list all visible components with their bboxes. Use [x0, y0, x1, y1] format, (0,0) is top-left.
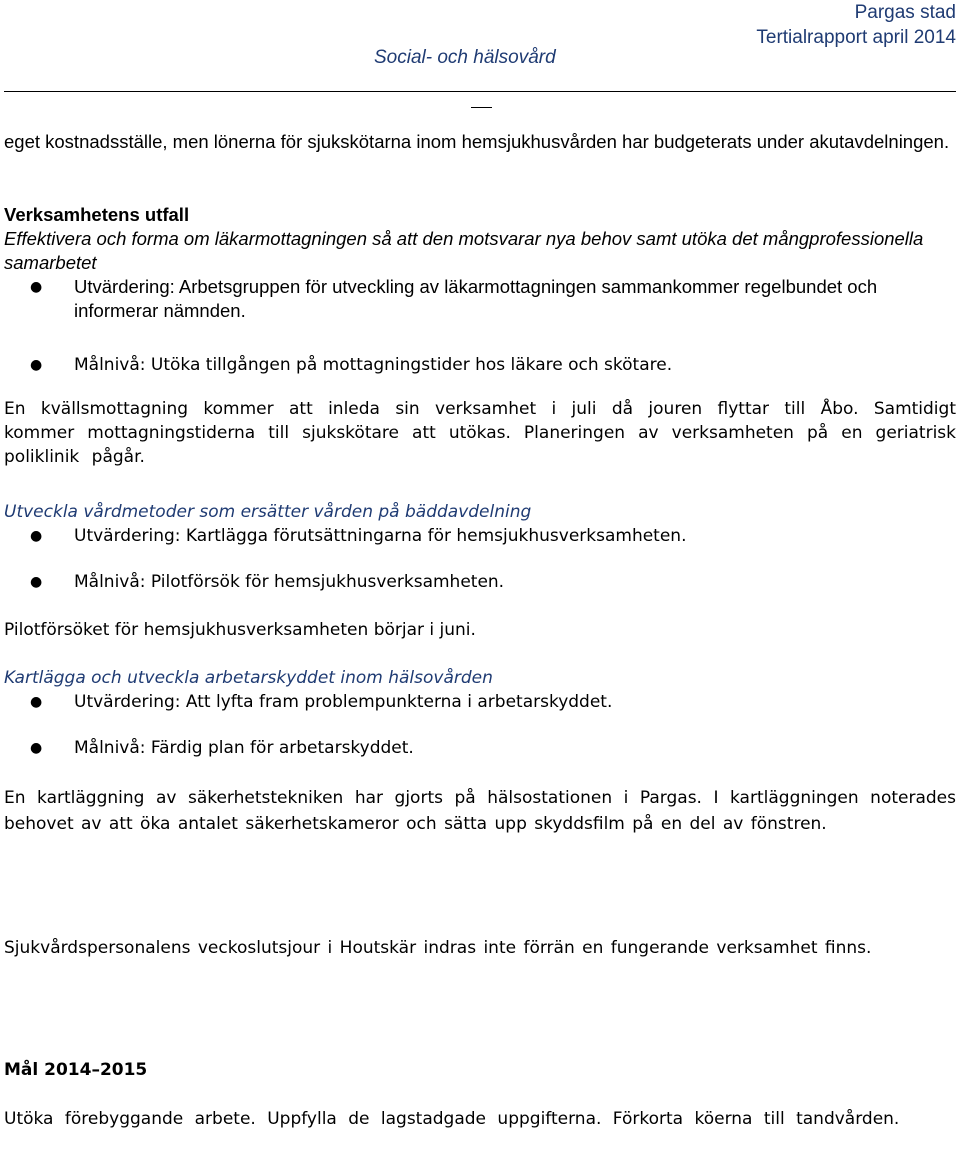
goal1-result: En kvällsmottagning kommer att inleda sin verksamhet i juli då jouren flyttar till Åbo. Samtidigt kommer mottagningstiderna till sjukskötare att utökas. Planeringen av verksamheten på en geriatrisk poliklinik pågår.	[4, 399, 956, 467]
goal1-evaluation: Utvärdering: Arbetsgruppen för utveckling av läkarmottagningen sammankommer regelbundet och informerar nämnden.	[74, 276, 878, 321]
goal3-title: Kartlägga och utveckla arbetarskyddet inom hälsovården	[4, 668, 493, 688]
goal2-title: Utveckla vårdmetoder som ersätter vården på bäddavdelning	[4, 502, 532, 522]
goal1-target: Målnivå: Utöka tillgången på mottagningstider hos läkare och skötare.	[74, 355, 673, 375]
goal2-result: Pilotförsöket för hemsjukhusverksamheten börjar i juni.	[4, 620, 476, 640]
bullet-icon: ●	[30, 694, 43, 710]
goals-heading: Mål 2014–2015	[4, 1060, 148, 1080]
header-rule-short	[471, 107, 492, 108]
bullet-icon: ●	[30, 528, 43, 544]
goal3-result: En kartläggning av säkerhetstekniken har gjorts på hälsostationen i Pargas. I kartläggningen noterades behovet av att öka antalet säkerhetskameror och sätta upp skyddsfilm på en del av fönstren.	[4, 788, 956, 834]
section-heading: Verksamhetens utfall	[4, 204, 190, 225]
page-header-right	[756, 0, 956, 50]
bullet-icon: ●	[30, 357, 43, 373]
header-city: Pargas stad	[854, 2, 956, 23]
goal3-target: Målnivå: Färdig plan för arbetarskyddet.	[74, 738, 414, 758]
goal2-target: Målnivå: Pilotförsök för hemsjukhusverksamheten.	[74, 572, 505, 592]
header-report: Tertialrapport april 2014	[756, 27, 956, 48]
bullet-icon: ●	[30, 279, 43, 295]
bullet-icon: ●	[30, 574, 43, 590]
goals-paragraph: Utöka förebyggande arbete. Uppfylla de lagstadgade uppgifterna. Förkorta köerna till tandvården.	[4, 1109, 900, 1129]
goal2-evaluation: Utvärdering: Kartlägga förutsättningarna för hemsjukhusverksamheten.	[74, 526, 687, 546]
goal1-title: Effektivera och forma om läkarmottagningen så att den motsvarar nya behov samt utöka det mångprofessionella samarbetet	[4, 228, 924, 273]
header-rule	[4, 91, 956, 92]
header-department: Social- och hälsovård	[374, 47, 556, 68]
intro-paragraph: eget kostnadsställe, men lönerna för sjukskötarna inom hemsjukhusvården har budgeterats under akutavdelningen.	[4, 131, 950, 152]
on-call-paragraph: Sjukvårdspersonalens veckoslutsjour i Houtskär indras inte förrän en fungerande verksamhet finns.	[4, 938, 872, 958]
goal3-evaluation: Utvärdering: Att lyfta fram problempunkterna i arbetarskyddet.	[74, 692, 613, 712]
bullet-icon: ●	[30, 740, 43, 756]
